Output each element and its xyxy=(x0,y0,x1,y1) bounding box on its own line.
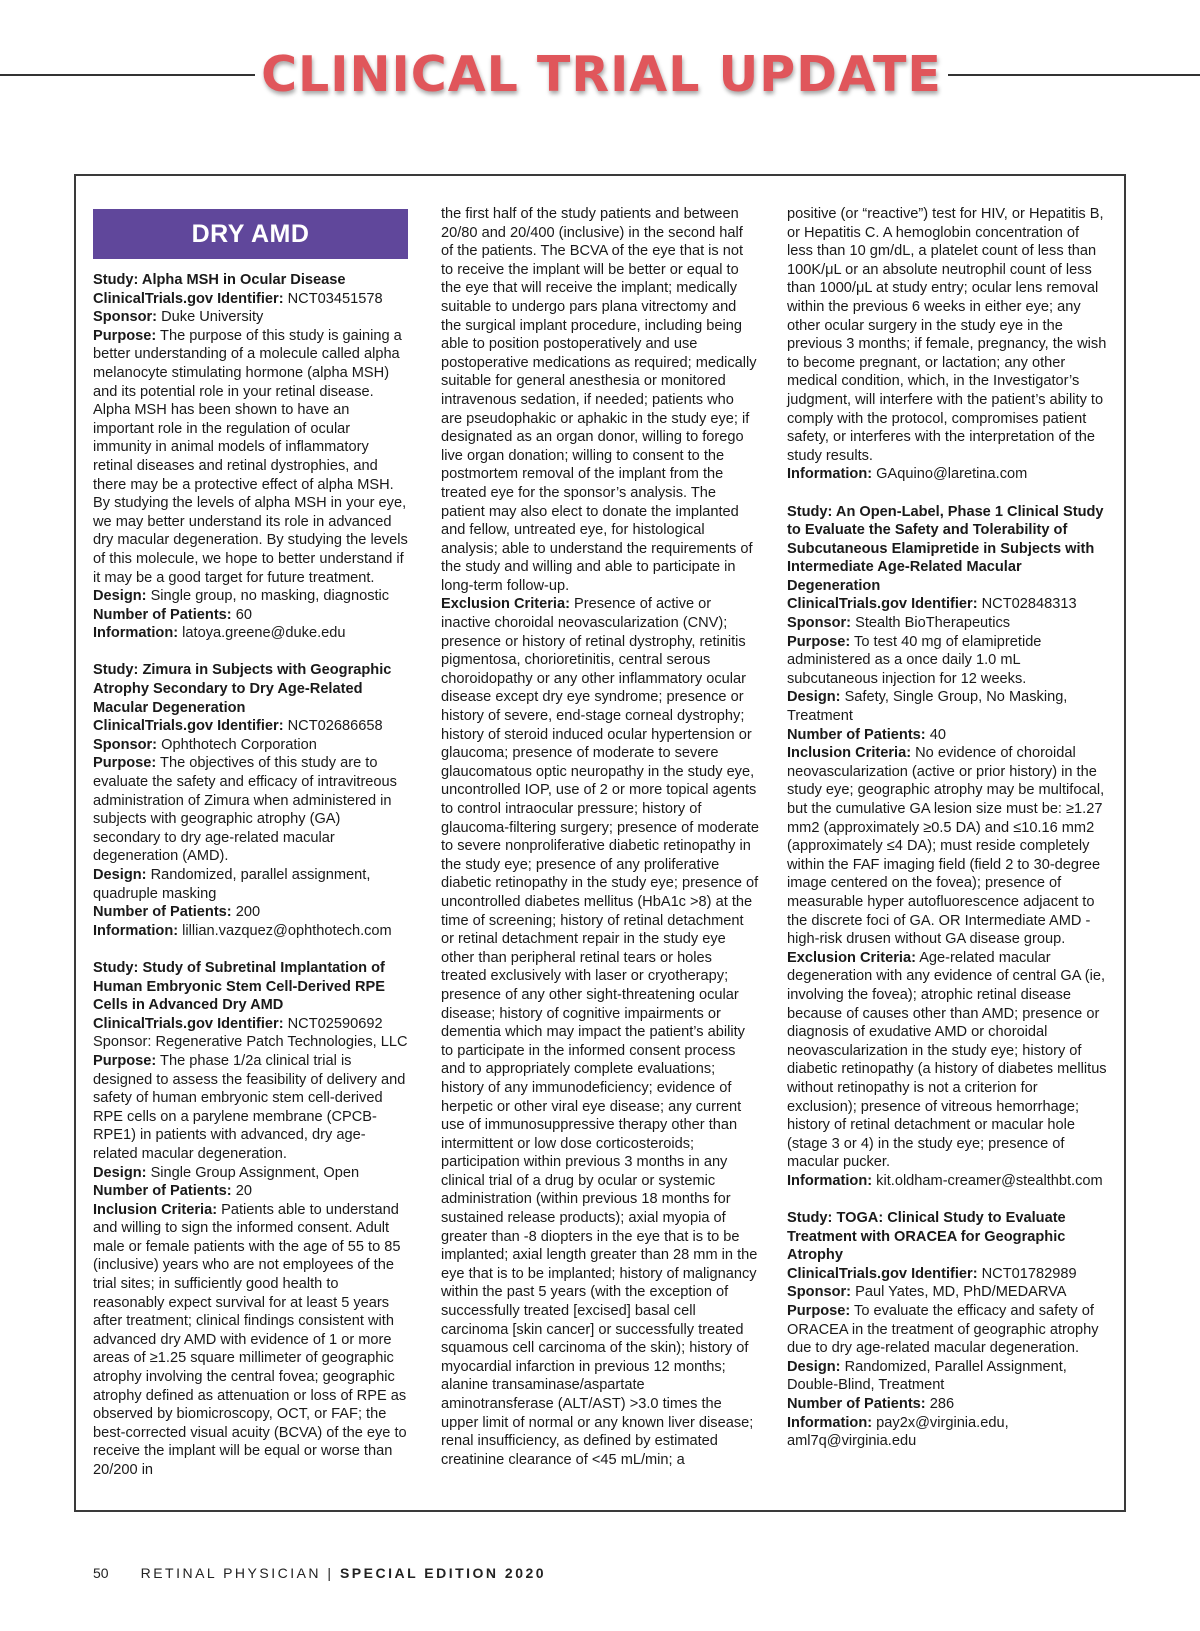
inclusion-criteria-continued: the first half of the study patients and between 20/80 and 20/400 (inclusive) in the second half of the patients. The BCVA of the eye that is not to receive the implant will be better or equal to the eye that will receive the implant; medically suitable to undergo pars plana vitrectomy and the surgical implant procedure, including being able to position postoperatively and use postoperative medications as required; medically suitable for general anesthesia or monitored intravenous sedation, if needed; patients who are pseudophakic or aphakic in the study eye; if designated as an organ donor, willing to forego live organ donation; willing to consent to the postmortem removal of the implant from the treated eye for the sponsor’s analysis. The patient may also elect to donate the implanted and fellow, untreated eye, for histological analysis; able to understand the requirements of the study and willing and able to participate in long-term follow-up. xyxy=(441,206,757,594)
design-value: Single Group Assignment, Open xyxy=(146,1164,360,1181)
patients-value: 200 xyxy=(231,904,261,921)
identifier-value: NCT02590692 xyxy=(283,1015,383,1032)
purpose-value: The objectives of this study are to evaluate the safety and efficacy of intravitreous administration of Zimura when administered in subjects with geographic atrophy (GA) secondary to dry age-related macular degeneration (AMD). xyxy=(93,755,397,865)
field-label: Exclusion Criteria: xyxy=(441,596,570,613)
field-label: Number of Patients: xyxy=(787,1396,926,1412)
purpose-value: To evaluate the efficacy and safety of ORACEA in the treatment of geographic atrophy due to dry age-related macular degeneration. xyxy=(787,1303,1099,1357)
field-label: Number of Patients: xyxy=(787,726,926,743)
field-label: Information: xyxy=(787,1414,873,1431)
identifier-value: NCT02848313 xyxy=(977,596,1077,613)
study-entry xyxy=(787,1209,1107,1451)
design-value: Safety, Single Group, No Masking, Treatment xyxy=(787,689,1068,725)
study-entry-continued xyxy=(787,205,1107,484)
field-label: Purpose: xyxy=(93,327,157,344)
design-value: Single group, no masking, diagnostic xyxy=(146,588,390,605)
field-label: ClinicalTrials.gov Identifier: xyxy=(787,1265,978,1282)
sponsor-value: Paul Yates, MD, PhD/MEDARVA xyxy=(851,1284,1067,1301)
inclusion-criteria-text: Patients able to understand and willing to sign the informed consent. Adult male or female patients with the age of 55 to 85 (inclusive) years who are not employees of the trial sites; in sufficiently good health to reasonably expect survival for at least 5 years after treatment; clinical findings consistent with advanced dry AMD with evidence of 1 or more areas of ≥1.25 square millimeter of geographic atrophy involving the central fovea; geographic atrophy defined as attenuation or loss of RPE as observed by biomicroscopy, OCT, or FAF; the best-corrected visual acuity (BCVA) of the eye to receive the implant will be equal or worse than 20/200 in xyxy=(93,1201,407,1478)
design-value: Randomized, Parallel Assignment, Double-Blind, Treatment xyxy=(787,1358,1067,1394)
study-title: Study: Alpha MSH in Ocular Disease xyxy=(93,272,346,288)
page-title: CLINICAL TRIAL UPDATE xyxy=(261,46,942,103)
field-label: Number of Patients: xyxy=(93,1183,232,1200)
study-entry xyxy=(787,503,1107,1191)
field-label: ClinicalTrials.gov Identifier: xyxy=(93,718,284,735)
column-3 xyxy=(787,205,1107,1451)
study-title: Study: Zimura in Subjects with Geographic Atrophy Secondary to Dry Age-Related Macular Degeneration xyxy=(93,662,392,716)
publication-name: RETINAL PHYSICIAN | xyxy=(140,1565,340,1581)
field-label: Number of Patients: xyxy=(93,606,232,623)
sponsor-value: Stealth BioTherapeutics xyxy=(851,615,1011,632)
identifier-value: NCT02686658 xyxy=(283,718,383,735)
field-label: Sponsor: xyxy=(787,1284,852,1301)
exclusion-criteria-text: Presence of active or inactive choroidal neovascularization (CNV); presence or history of retinal dystrophy, retinitis pigmentosa, chorioretinitis, central serous choroidopathy or any other inflammatory ocular disease except dry eye syndrome; presence or history of severe, end-stage corneal dystrophy; history of steroid induced ocular hypertension or glaucoma; presence of moderate to severe glaucomatous optic neuropathy in the study eye, uncontrolled IOP, use of 2 or more topical agents to control intraocular pressure; history of glaucoma-filtering surgery; presence of moderate to severe nonproliferative diabetic retinopathy in the study eye; presence of any proliferative diabetic retinopathy in the study eye; presence of uncontrolled diabetes mellitus (HbA1c >8) at the time of screening; history of retinal detachment or retinal detachment repair in the study eye other than peripheral retinal tears or holes treated exclusively with laser or cryotherapy; presence of any other sight-threatening ocular disease; history of cognitive impairments or dementia which may impact the patient’s ability to participate in the informed consent process and to appropriately complete evaluations; history of any immunodeficiency; evidence of herpetic or other viral eye disease; any current use of immunosuppressive therapy other than intermittent or low dose corticosteroids; participation within previous 3 months in any clinical trial of a drug by ocular or systemic administration (within previous 18 months for sustained release products); axial myopia of greater than -8 diopters in the eye that is to be implanted; axial length greater than 28 mm in the eye that is to be implanted; history of malignancy within the past 5 years (with the exception of successfully treated [excised] basal cell carcinoma [skin cancer] or successfully treated squamous cell carcinoma of the skin); history of myocardial infarction in previous 12 months; alanine transaminase/aspartate aminotransferase (ALT/AST) >3.0 times the upper limit of normal or any known liver disease; renal insufficiency, as defined by estimated creatinine clearance of <45 mL/min; a xyxy=(441,596,759,1468)
field-label: Purpose: xyxy=(787,1303,851,1320)
header-rule-left xyxy=(0,74,255,76)
column-2 xyxy=(441,205,759,1469)
sponsor-value: Ophthotech Corporation xyxy=(157,736,317,753)
sponsor-value: Sponsor: Regenerative Patch Technologies, LLC xyxy=(93,1034,408,1051)
patients-value: 286 xyxy=(925,1396,955,1412)
exclusion-criteria-continued: positive (or “reactive”) test for HIV, or Hepatitis B, or Hepatitis C. A hemoglobin concentration of less than 10 gm/dL, a platelet count of less than 100K/μL or an absolute neutrophil count of less than 1000/μL at study entry; ocular lens removal within the previous 6 weeks in either eye; any other ocular surgery in the study eye in the previous 3 months; if female, pregnancy, the wish to become pregnant, or lactation; any other medical condition, which, in the Investigator’s judgment, will interfere with the patient’s ability to comply with the protocol, compromises patient safety, or interferes with the interpretation of the study results. xyxy=(787,206,1107,464)
field-label: Design: xyxy=(787,1358,841,1375)
field-label: ClinicalTrials.gov Identifier: xyxy=(93,1015,284,1032)
field-label: Purpose: xyxy=(787,633,851,650)
field-label: Design: xyxy=(93,588,147,605)
field-label: Information: xyxy=(93,625,179,642)
info-email: kit.oldham-creamer@stealthbt.com xyxy=(872,1172,1103,1189)
field-label: Inclusion Criteria: xyxy=(787,745,912,762)
field-label: Exclusion Criteria: xyxy=(787,949,916,966)
field-label: Information: xyxy=(93,922,179,939)
field-label: Design: xyxy=(93,867,147,883)
field-label: Design: xyxy=(787,689,841,706)
study-title: Study: An Open-Label, Phase 1 Clinical Study to Evaluate the Safety and Tolerability of Subcutaneous Elamipretide in Subjects with Intermediate Age-Related Macular Degeneration xyxy=(787,503,1104,594)
edition-label: SPECIAL EDITION 2020 xyxy=(339,1565,547,1581)
study-title: Study: Study of Subretinal Implantation of Human Embryonic Stem Cell-Derived RPE Cells in Advanced Dry AMD xyxy=(93,959,385,1014)
field-label: Sponsor: xyxy=(787,615,852,632)
info-email: GAquino@laretina.com xyxy=(872,466,1028,483)
field-label: Number of Patients: xyxy=(93,904,232,921)
header-rule-right xyxy=(948,74,1200,76)
field-label: Sponsor: xyxy=(93,736,158,753)
patients-value: 20 xyxy=(231,1183,252,1200)
sponsor-value: Duke University xyxy=(157,309,264,326)
info-email: latoya.greene@duke.edu xyxy=(178,625,346,642)
identifier-value: NCT03451578 xyxy=(283,290,383,307)
field-label: Design: xyxy=(93,1164,147,1181)
field-label: Purpose: xyxy=(93,755,157,772)
field-label: Information: xyxy=(787,466,873,483)
purpose-value: To test 40 mg of elamipretide administered as a once daily 1.0 mL subcutaneous injection for 12 weeks. xyxy=(787,633,1042,687)
info-email: lillian.vazquez@ophthotech.com xyxy=(178,922,392,939)
purpose-value: The purpose of this study is gaining a better understanding of a molecule called alpha melanocyte stimulating hormone (alpha MSH) and its potential role in your retinal disease. Alpha MSH has been shown to have an important role in the regulation of ocular immunity in animal models of inflammatory retinal diseases and retinal dystrophies, and there may be a protective effect of alpha MSH. By studying the levels of alpha MSH in your eye, we may better understand its role in advanced dry macular degeneration. By studying the levels of this molecule, we hope to better understand if it may be a good target for future treatment. xyxy=(93,327,408,586)
exclusion-criteria-text: Age-related macular degeneration with any evidence of central GA (ie, involving the fovea); atrophic retinal disease because of causes other than AMD; presence or diagnosis of exudative AMD or choroidal neovascularization in the study eye; history of diabetic retinopathy (a history of diabetes mellitus without retinopathy is not a criterion for exclusion); presence of vitreous hemorrhage; history of retinal detachment or macular hole (stage 3 or 4) in the study eye; presence of macular pucker. xyxy=(787,949,1107,1171)
study-entry xyxy=(93,959,408,1480)
field-label: ClinicalTrials.gov Identifier: xyxy=(787,596,978,613)
identifier-value: NCT01782989 xyxy=(977,1265,1077,1282)
info-email: pay2x@virginia.edu, aml7q@virginia.edu xyxy=(787,1414,1009,1450)
page-number: 50 xyxy=(93,1565,109,1581)
study-entry xyxy=(93,661,408,940)
patients-value: 60 xyxy=(231,606,252,623)
field-label: ClinicalTrials.gov Identifier: xyxy=(93,290,284,307)
field-label: Sponsor: xyxy=(93,309,158,326)
field-label: Information: xyxy=(787,1172,873,1189)
field-label: Inclusion Criteria: xyxy=(93,1201,218,1218)
patients-value: 40 xyxy=(925,726,946,743)
page-footer xyxy=(93,1565,546,1581)
inclusion-criteria-text: No evidence of choroidal neovascularization (active or prior history) in the study eye; geographic atrophy may be multifocal, but the cumulative GA lesion size must be: ≥1.27 mm2 (approximately ≥0.5 DA) and ≤10.16 mm2 (approximately ≤4 DA); must reside completely within the FAF imaging field (field 2 to 30-degree image centered on the fovea); presence of measurable hyper autofluorescence adjacent to the discrete foci of GA. OR Intermediate AMD - high-risk drusen without GA disease group. xyxy=(787,745,1105,948)
purpose-value: The phase 1/2a clinical trial is designed to assess the feasibility of delivery and safety of human embryonic stem cell-derived RPE cells on a parylene membrane (CPCB-RPE1) in patients with advanced, dry age-related macular degeneration. xyxy=(93,1052,406,1162)
section-header: DRY AMD xyxy=(93,209,408,259)
column-1 xyxy=(93,205,408,1480)
design-value: Randomized, parallel assignment, quadruple masking xyxy=(93,867,371,902)
field-label: Purpose: xyxy=(93,1052,157,1069)
study-entry xyxy=(93,271,408,643)
study-title: Study: TOGA: Clinical Study to Evaluate Treatment with ORACEA for Geographic Atrophy xyxy=(787,1210,1066,1264)
